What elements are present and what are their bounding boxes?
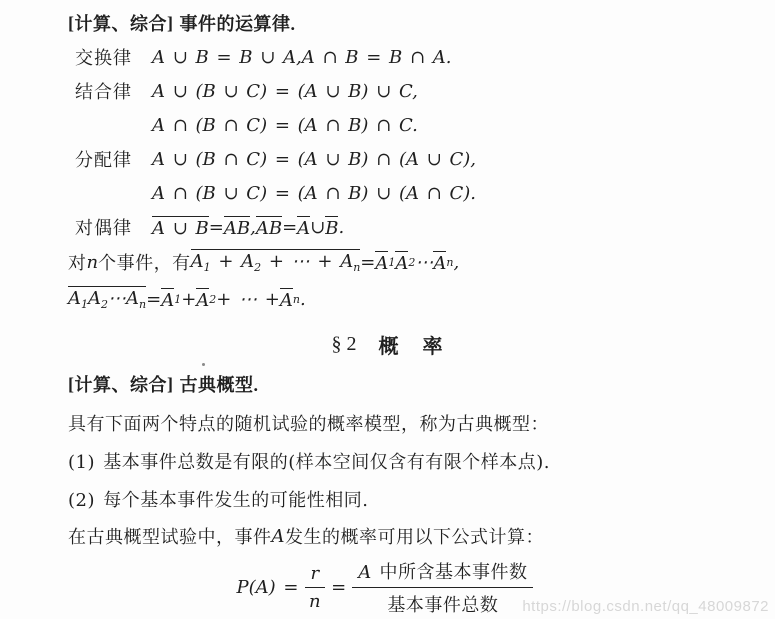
law-distributive [68,142,775,210]
tag-bracket-open: [ [68,373,75,394]
law-formulas [152,142,775,210]
scan-speck [202,363,205,366]
n-events-formula-line-1: 对 n 个事件，有 $A_1 + A_2$ + ⋯ + $A_n$ = A 1 A 2 ⋯ A n , [68,251,460,275]
tag-title-text: 事件的运算律. [179,14,296,34]
tag-bracket-close: ] [167,373,174,394]
law-formulas [152,40,775,74]
paragraph-point-1: (1) 基本事件总数是有限的(样本空间仅含有有限个样本点). [68,452,550,473]
section-tag-event-laws [68,6,775,40]
law-label-commutative: 交换律 [75,48,132,68]
formula-line: A ∩ (B ∩ C) = (A ∩ B) ∩ C. [152,114,418,136]
probability-formula: P(A) = $\frac{r}{n}$ = $\frac{\text{A 中所含基本事件数}}{\text{基本事件总数}}$ [68,558,708,616]
law-de-morgan [68,210,775,244]
law-commutative [68,40,775,74]
law-label-distributive: 分配律 [75,150,132,170]
law-label-associative: 结合律 [75,82,132,102]
section-heading-probability [68,324,708,364]
law-formulas [152,210,775,244]
formula-line: A ∪ B = B ∪ A,A ∩ B = B ∩ A. [152,46,452,68]
tag-bold-text: 计算、综合 [74,375,167,395]
law-associative [68,74,775,142]
tag-bold-text: 计算、综合 [74,14,167,34]
section-tag-classical-model [68,364,775,404]
section-title: 概 率 [378,335,445,358]
paragraph-formula-intro: 在古典概型试验中，事件 A 发生的概率可用以下公式计算： [68,525,544,548]
formula-line: A ∪ (B ∩ C) = (A ∪ B) ∩ (A ∪ C), [152,148,477,170]
watermark-url: https://blog.csdn.net/qq_48009872 [522,598,769,615]
tag-bracket-open: [ [68,12,75,33]
section-number: § 2 [331,332,357,355]
formula-line: A ∩ (B ∪ C) = (A ∩ B) ∪ (A ∩ C). [152,182,477,204]
tag-bracket-close: ] [167,12,174,33]
paragraph-classical-definition: 具有下面两个特点的随机试验的概率模型，称为古典概型： [68,414,549,435]
tag-title-text: 古典概型. [179,375,259,395]
paragraph-point-2: (2) 每个基本事件发生的可能性相同. [68,490,369,511]
formula-line: A ∪ (B ∪ C) = (A ∪ B) ∪ C, [152,80,418,102]
law-formulas [152,74,775,142]
n-events-formula-line-2: $A_1A_2\cdots A_n$ = A 1 + A 2 + ⋯ + A n . [68,288,306,312]
law-label-de-morgan: 对偶律 [75,218,132,238]
formula-line: A ∪ B = AB , AB = A ∪ B . [152,216,345,239]
